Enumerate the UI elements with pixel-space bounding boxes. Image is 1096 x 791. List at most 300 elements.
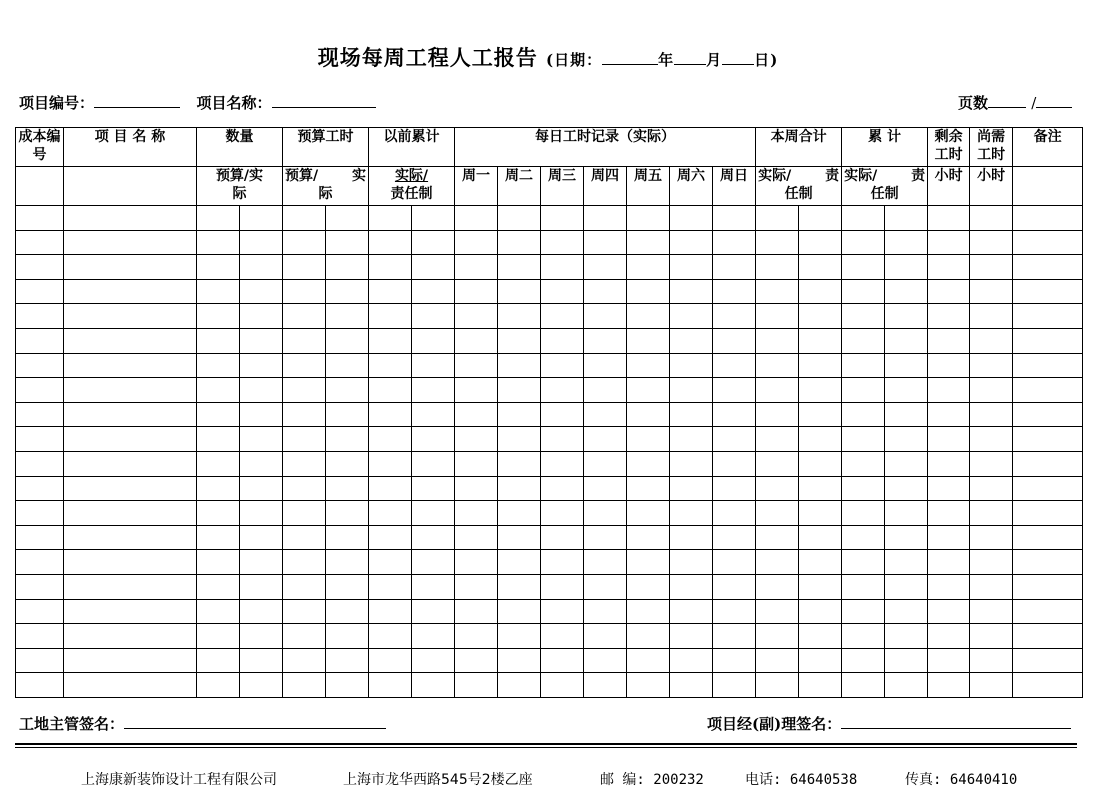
table-cell[interactable]	[756, 279, 799, 304]
table-cell[interactable]	[283, 599, 326, 624]
table-cell[interactable]	[369, 624, 412, 649]
table-cell[interactable]	[799, 550, 842, 575]
table-cell[interactable]	[197, 402, 240, 427]
table-cell[interactable]	[16, 230, 64, 255]
table-cell[interactable]	[326, 378, 369, 403]
table-cell[interactable]	[928, 230, 970, 255]
table-cell[interactable]	[627, 206, 670, 231]
table-cell[interactable]	[326, 427, 369, 452]
table-cell[interactable]	[283, 476, 326, 501]
table-cell[interactable]	[627, 648, 670, 673]
table-cell[interactable]	[412, 353, 455, 378]
table-cell[interactable]	[64, 353, 197, 378]
table-cell[interactable]	[799, 673, 842, 698]
table-cell[interactable]	[842, 304, 885, 329]
table-cell[interactable]	[197, 476, 240, 501]
table-cell[interactable]	[885, 402, 928, 427]
table-cell[interactable]	[584, 328, 627, 353]
table-cell[interactable]	[1013, 279, 1083, 304]
table-cell[interactable]	[541, 451, 584, 476]
table-cell[interactable]	[455, 673, 498, 698]
table-cell[interactable]	[369, 599, 412, 624]
table-cell[interactable]	[197, 451, 240, 476]
table-cell[interactable]	[541, 206, 584, 231]
table-cell[interactable]	[713, 451, 756, 476]
table-cell[interactable]	[885, 328, 928, 353]
table-cell[interactable]	[541, 402, 584, 427]
table-cell[interactable]	[885, 525, 928, 550]
table-cell[interactable]	[928, 328, 970, 353]
table-cell[interactable]	[455, 574, 498, 599]
table-cell[interactable]	[326, 525, 369, 550]
table-cell[interactable]	[799, 476, 842, 501]
table-cell[interactable]	[412, 328, 455, 353]
table-cell[interactable]	[713, 476, 756, 501]
table-cell[interactable]	[842, 673, 885, 698]
table-cell[interactable]	[756, 648, 799, 673]
table-cell[interactable]	[541, 673, 584, 698]
table-cell[interactable]	[670, 624, 713, 649]
table-cell[interactable]	[412, 378, 455, 403]
table-cell[interactable]	[369, 353, 412, 378]
table-cell[interactable]	[283, 525, 326, 550]
table-cell[interactable]	[455, 378, 498, 403]
table-cell[interactable]	[627, 624, 670, 649]
table-cell[interactable]	[455, 501, 498, 526]
table-cell[interactable]	[326, 476, 369, 501]
table-cell[interactable]	[197, 378, 240, 403]
table-cell[interactable]	[970, 476, 1013, 501]
table-cell[interactable]	[498, 451, 541, 476]
table-cell[interactable]	[16, 328, 64, 353]
table-cell[interactable]	[498, 648, 541, 673]
table-cell[interactable]	[64, 673, 197, 698]
table-cell[interactable]	[412, 279, 455, 304]
table-cell[interactable]	[64, 574, 197, 599]
table-cell[interactable]	[670, 230, 713, 255]
table-cell[interactable]	[64, 230, 197, 255]
table-cell[interactable]	[584, 624, 627, 649]
table-cell[interactable]	[197, 255, 240, 280]
table-cell[interactable]	[670, 206, 713, 231]
table-cell[interactable]	[541, 304, 584, 329]
table-cell[interactable]	[455, 328, 498, 353]
table-cell[interactable]	[412, 304, 455, 329]
table-cell[interactable]	[756, 501, 799, 526]
table-cell[interactable]	[799, 427, 842, 452]
table-cell[interactable]	[713, 378, 756, 403]
table-cell[interactable]	[369, 574, 412, 599]
table-cell[interactable]	[1013, 648, 1083, 673]
table-cell[interactable]	[842, 451, 885, 476]
table-cell[interactable]	[928, 427, 970, 452]
table-cell[interactable]	[756, 427, 799, 452]
table-cell[interactable]	[64, 304, 197, 329]
table-cell[interactable]	[240, 599, 283, 624]
table-cell[interactable]	[970, 574, 1013, 599]
table-cell[interactable]	[197, 206, 240, 231]
table-cell[interactable]	[498, 673, 541, 698]
table-cell[interactable]	[713, 230, 756, 255]
table-cell[interactable]	[197, 673, 240, 698]
table-cell[interactable]	[713, 648, 756, 673]
table-cell[interactable]	[326, 206, 369, 231]
table-cell[interactable]	[369, 451, 412, 476]
table-cell[interactable]	[16, 550, 64, 575]
table-cell[interactable]	[455, 279, 498, 304]
table-cell[interactable]	[713, 206, 756, 231]
table-cell[interactable]	[1013, 378, 1083, 403]
table-cell[interactable]	[283, 624, 326, 649]
table-cell[interactable]	[369, 427, 412, 452]
table-cell[interactable]	[627, 673, 670, 698]
table-cell[interactable]	[326, 255, 369, 280]
table-cell[interactable]	[455, 451, 498, 476]
table-cell[interactable]	[64, 279, 197, 304]
table-cell[interactable]	[756, 255, 799, 280]
table-cell[interactable]	[283, 574, 326, 599]
table-cell[interactable]	[756, 353, 799, 378]
table-cell[interactable]	[16, 304, 64, 329]
table-cell[interactable]	[412, 427, 455, 452]
table-cell[interactable]	[412, 501, 455, 526]
table-cell[interactable]	[369, 476, 412, 501]
table-cell[interactable]	[842, 230, 885, 255]
year-field[interactable]	[602, 50, 658, 65]
table-cell[interactable]	[498, 279, 541, 304]
table-cell[interactable]	[584, 673, 627, 698]
table-cell[interactable]	[240, 427, 283, 452]
table-cell[interactable]	[541, 378, 584, 403]
table-cell[interactable]	[713, 550, 756, 575]
table-cell[interactable]	[627, 353, 670, 378]
table-cell[interactable]	[799, 624, 842, 649]
table-cell[interactable]	[584, 574, 627, 599]
table-cell[interactable]	[713, 574, 756, 599]
table-cell[interactable]	[240, 673, 283, 698]
table-cell[interactable]	[713, 501, 756, 526]
table-cell[interactable]	[541, 353, 584, 378]
table-cell[interactable]	[928, 402, 970, 427]
table-cell[interactable]	[970, 353, 1013, 378]
table-cell[interactable]	[412, 230, 455, 255]
project-no-field[interactable]	[94, 93, 180, 108]
table-cell[interactable]	[197, 574, 240, 599]
table-cell[interactable]	[412, 599, 455, 624]
table-cell[interactable]	[541, 230, 584, 255]
table-cell[interactable]	[455, 599, 498, 624]
table-cell[interactable]	[16, 501, 64, 526]
table-cell[interactable]	[369, 230, 412, 255]
table-cell[interactable]	[498, 550, 541, 575]
table-cell[interactable]	[928, 476, 970, 501]
table-cell[interactable]	[970, 451, 1013, 476]
table-cell[interactable]	[283, 353, 326, 378]
table-cell[interactable]	[498, 574, 541, 599]
table-cell[interactable]	[670, 550, 713, 575]
table-cell[interactable]	[240, 501, 283, 526]
table-cell[interactable]	[713, 279, 756, 304]
table-cell[interactable]	[928, 304, 970, 329]
table-cell[interactable]	[627, 451, 670, 476]
table-cell[interactable]	[1013, 230, 1083, 255]
table-cell[interactable]	[584, 279, 627, 304]
table-cell[interactable]	[584, 378, 627, 403]
table-cell[interactable]	[240, 550, 283, 575]
table-cell[interactable]	[928, 378, 970, 403]
table-cell[interactable]	[412, 255, 455, 280]
table-cell[interactable]	[64, 501, 197, 526]
table-cell[interactable]	[283, 304, 326, 329]
table-cell[interactable]	[1013, 402, 1083, 427]
table-cell[interactable]	[1013, 451, 1083, 476]
table-cell[interactable]	[16, 574, 64, 599]
table-cell[interactable]	[64, 206, 197, 231]
table-cell[interactable]	[842, 353, 885, 378]
table-cell[interactable]	[670, 574, 713, 599]
table-cell[interactable]	[16, 427, 64, 452]
table-cell[interactable]	[842, 328, 885, 353]
table-cell[interactable]	[283, 378, 326, 403]
table-cell[interactable]	[283, 427, 326, 452]
table-cell[interactable]	[842, 378, 885, 403]
table-cell[interactable]	[885, 476, 928, 501]
table-cell[interactable]	[670, 378, 713, 403]
table-cell[interactable]	[928, 501, 970, 526]
table-cell[interactable]	[670, 648, 713, 673]
table-cell[interactable]	[842, 501, 885, 526]
table-cell[interactable]	[928, 624, 970, 649]
table-cell[interactable]	[16, 378, 64, 403]
table-cell[interactable]	[240, 230, 283, 255]
table-cell[interactable]	[369, 304, 412, 329]
table-cell[interactable]	[885, 550, 928, 575]
table-cell[interactable]	[885, 206, 928, 231]
table-cell[interactable]	[799, 328, 842, 353]
project-manager-field[interactable]	[841, 714, 1071, 729]
table-cell[interactable]	[455, 353, 498, 378]
table-cell[interactable]	[885, 304, 928, 329]
table-cell[interactable]	[240, 378, 283, 403]
table-cell[interactable]	[64, 402, 197, 427]
table-cell[interactable]	[240, 525, 283, 550]
table-cell[interactable]	[799, 255, 842, 280]
table-cell[interactable]	[240, 304, 283, 329]
table-cell[interactable]	[1013, 624, 1083, 649]
table-cell[interactable]	[412, 624, 455, 649]
table-cell[interactable]	[713, 624, 756, 649]
table-cell[interactable]	[197, 328, 240, 353]
table-cell[interactable]	[283, 648, 326, 673]
table-cell[interactable]	[713, 353, 756, 378]
table-cell[interactable]	[369, 648, 412, 673]
table-cell[interactable]	[970, 206, 1013, 231]
table-cell[interactable]	[670, 304, 713, 329]
table-cell[interactable]	[498, 304, 541, 329]
table-cell[interactable]	[756, 599, 799, 624]
table-cell[interactable]	[283, 328, 326, 353]
table-cell[interactable]	[498, 427, 541, 452]
table-cell[interactable]	[584, 206, 627, 231]
table-cell[interactable]	[713, 525, 756, 550]
table-cell[interactable]	[627, 427, 670, 452]
table-cell[interactable]	[541, 476, 584, 501]
table-cell[interactable]	[627, 328, 670, 353]
table-cell[interactable]	[498, 599, 541, 624]
table-cell[interactable]	[1013, 476, 1083, 501]
table-cell[interactable]	[498, 230, 541, 255]
page-total-field[interactable]	[1036, 93, 1072, 108]
table-cell[interactable]	[498, 328, 541, 353]
table-cell[interactable]	[64, 525, 197, 550]
table-cell[interactable]	[283, 255, 326, 280]
table-cell[interactable]	[627, 525, 670, 550]
table-cell[interactable]	[64, 378, 197, 403]
table-cell[interactable]	[283, 206, 326, 231]
table-cell[interactable]	[970, 550, 1013, 575]
table-cell[interactable]	[240, 451, 283, 476]
table-cell[interactable]	[627, 501, 670, 526]
table-cell[interactable]	[197, 427, 240, 452]
table-cell[interactable]	[970, 230, 1013, 255]
table-cell[interactable]	[240, 353, 283, 378]
table-cell[interactable]	[16, 525, 64, 550]
table-cell[interactable]	[64, 476, 197, 501]
table-cell[interactable]	[970, 427, 1013, 452]
table-cell[interactable]	[412, 206, 455, 231]
table-cell[interactable]	[64, 328, 197, 353]
table-cell[interactable]	[240, 476, 283, 501]
table-cell[interactable]	[584, 230, 627, 255]
table-cell[interactable]	[885, 427, 928, 452]
table-cell[interactable]	[842, 476, 885, 501]
table-cell[interactable]	[885, 230, 928, 255]
table-cell[interactable]	[326, 279, 369, 304]
table-cell[interactable]	[928, 599, 970, 624]
table-cell[interactable]	[369, 402, 412, 427]
table-cell[interactable]	[970, 501, 1013, 526]
table-cell[interactable]	[240, 255, 283, 280]
table-cell[interactable]	[498, 378, 541, 403]
table-cell[interactable]	[584, 501, 627, 526]
table-cell[interactable]	[240, 648, 283, 673]
table-cell[interactable]	[584, 476, 627, 501]
table-cell[interactable]	[326, 574, 369, 599]
table-cell[interactable]	[928, 255, 970, 280]
table-cell[interactable]	[369, 378, 412, 403]
table-cell[interactable]	[799, 451, 842, 476]
table-cell[interactable]	[584, 451, 627, 476]
table-cell[interactable]	[928, 206, 970, 231]
table-cell[interactable]	[16, 206, 64, 231]
table-cell[interactable]	[541, 648, 584, 673]
day-field[interactable]	[722, 50, 754, 65]
table-cell[interactable]	[970, 328, 1013, 353]
table-cell[interactable]	[197, 230, 240, 255]
table-cell[interactable]	[670, 525, 713, 550]
table-cell[interactable]	[240, 206, 283, 231]
table-cell[interactable]	[756, 402, 799, 427]
table-cell[interactable]	[970, 599, 1013, 624]
table-cell[interactable]	[240, 574, 283, 599]
table-cell[interactable]	[369, 501, 412, 526]
table-cell[interactable]	[326, 648, 369, 673]
table-cell[interactable]	[756, 378, 799, 403]
table-cell[interactable]	[584, 550, 627, 575]
table-cell[interactable]	[64, 599, 197, 624]
table-cell[interactable]	[799, 648, 842, 673]
table-cell[interactable]	[885, 501, 928, 526]
table-cell[interactable]	[412, 574, 455, 599]
table-cell[interactable]	[283, 501, 326, 526]
table-cell[interactable]	[541, 255, 584, 280]
table-cell[interactable]	[842, 427, 885, 452]
table-cell[interactable]	[541, 550, 584, 575]
table-cell[interactable]	[498, 525, 541, 550]
table-cell[interactable]	[240, 624, 283, 649]
table-cell[interactable]	[455, 402, 498, 427]
table-cell[interactable]	[670, 328, 713, 353]
table-cell[interactable]	[928, 525, 970, 550]
table-cell[interactable]	[64, 550, 197, 575]
table-cell[interactable]	[1013, 599, 1083, 624]
table-cell[interactable]	[584, 648, 627, 673]
page-number-field[interactable]	[988, 93, 1026, 108]
table-cell[interactable]	[756, 673, 799, 698]
table-cell[interactable]	[64, 255, 197, 280]
table-cell[interactable]	[541, 599, 584, 624]
table-cell[interactable]	[455, 648, 498, 673]
table-cell[interactable]	[1013, 574, 1083, 599]
table-cell[interactable]	[498, 624, 541, 649]
table-cell[interactable]	[842, 255, 885, 280]
table-cell[interactable]	[627, 279, 670, 304]
table-cell[interactable]	[1013, 525, 1083, 550]
table-cell[interactable]	[627, 599, 670, 624]
table-cell[interactable]	[412, 476, 455, 501]
table-cell[interactable]	[455, 304, 498, 329]
table-cell[interactable]	[64, 427, 197, 452]
table-cell[interactable]	[541, 525, 584, 550]
table-cell[interactable]	[756, 476, 799, 501]
table-cell[interactable]	[713, 328, 756, 353]
table-cell[interactable]	[799, 378, 842, 403]
table-cell[interactable]	[627, 476, 670, 501]
table-cell[interactable]	[197, 550, 240, 575]
table-cell[interactable]	[756, 574, 799, 599]
table-cell[interactable]	[842, 599, 885, 624]
table-cell[interactable]	[498, 501, 541, 526]
table-cell[interactable]	[670, 476, 713, 501]
table-cell[interactable]	[541, 427, 584, 452]
table-cell[interactable]	[799, 230, 842, 255]
table-cell[interactable]	[16, 402, 64, 427]
table-cell[interactable]	[64, 648, 197, 673]
table-cell[interactable]	[498, 206, 541, 231]
table-cell[interactable]	[970, 648, 1013, 673]
table-cell[interactable]	[670, 501, 713, 526]
table-cell[interactable]	[64, 624, 197, 649]
table-cell[interactable]	[885, 255, 928, 280]
table-cell[interactable]	[799, 402, 842, 427]
table-cell[interactable]	[1013, 550, 1083, 575]
table-cell[interactable]	[16, 599, 64, 624]
table-cell[interactable]	[412, 648, 455, 673]
table-cell[interactable]	[928, 550, 970, 575]
table-cell[interactable]	[498, 353, 541, 378]
table-cell[interactable]	[64, 451, 197, 476]
table-cell[interactable]	[970, 304, 1013, 329]
